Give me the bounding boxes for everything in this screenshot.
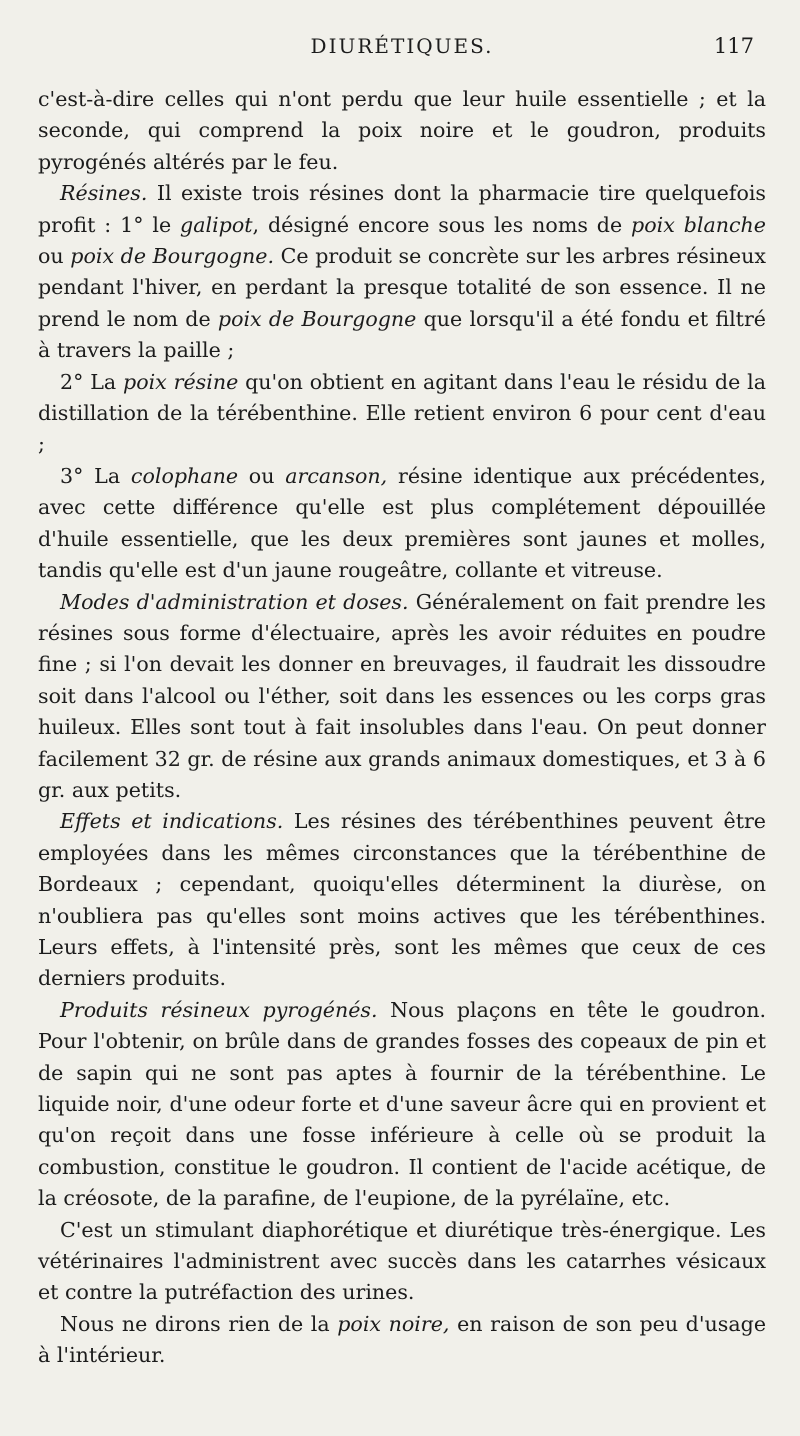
- section-lead-effets: Effets et indications.: [60, 809, 284, 834]
- body-text: [38, 84, 766, 1372]
- paragraph-colophane: 3° La colophane ou arcanson, résine identique aux précédentes, avec cette différence qu'elle est plus complétement dépouillée d'huile essentielle, que les deux premières sont jaunes et molles, tandis qu'elle est d'un jaune rougeâtre, collante et vitreuse.: [38, 463, 767, 583]
- section-lead-produits: Produits résineux pyrogénés.: [60, 997, 378, 1022]
- running-title: DIURÉTIQUES.: [310, 34, 494, 58]
- paragraph-effets: Effets et indications. Les résines des térébenthines peuvent être employées dans les mêmes circonstances que la térébenthine de Bordeaux ; cependant, quoiqu'elles déterminent la diurèse, on n'oubliera pas qu'elles sont moins actives que les térébenthines. Leurs effets, à l'intensité près, sont les mêmes que ceux de ces derniers produits.: [38, 809, 766, 991]
- section-lead-modes: Modes d'administration et doses.: [60, 589, 409, 614]
- section-lead-resines: Résines.: [60, 181, 148, 206]
- paragraph-poix-noire: Nous ne dirons rien de la poix noire, en raison de son peu d'usage à l'intérieur.: [38, 1311, 767, 1368]
- page-number: 117: [713, 34, 754, 58]
- page-header: [38, 30, 766, 70]
- paragraph-1: c'est-à-dire celles qui n'ont perdu que leur huile essentielle ; et la seconde, qui comprend la poix noire et le goudron, produits pyrogénés altérés par le feu.: [38, 87, 766, 174]
- book-page: [38, 30, 766, 1420]
- paragraph-resines: Résines. Il existe trois résines dont la pharmacie tire quelquefois profit : 1° le galipot, désigné encore sous les noms de poix blanche ou poix de Bourgogne. Ce produit se concrète sur les arbres résineux pendant l'hiver, en perdant la presque totalité de son essence. Il ne prend le nom de poix de Bourgogne que lorsqu'il a été fondu et filtré à travers la paille ;: [38, 181, 766, 363]
- paragraph-modes-administration: Modes d'administration et doses. Généralement on fait prendre les résines sous forme d'électuaire, après les avoir réduites en poudre fine ; si l'on devait les donner en breuvages, il faudrait les dissoudre soit dans l'alcool ou l'éther, soit dans les essences ou les corps gras huileux. Elles sont tout à fait insolubles dans l'eau. On peut donner facilement 32 gr. de résine aux grands animaux domestiques, et 3 à 6 gr. aux petits.: [38, 589, 766, 802]
- paragraph-stimulant: C'est un stimulant diaphorétique et diurétique très-énergique. Les vétérinaires l'administrent avec succès dans les catarrhes vésicaux et contre la putréfaction des urines.: [38, 1217, 766, 1305]
- paragraph-poix-resine: 2° La poix résine qu'on obtient en agitant dans l'eau le résidu de la distillation de la térébenthine. Elle retient environ 6 pour cent d'eau ;: [38, 369, 766, 457]
- paragraph-produits-pyrogenes: Produits résineux pyrogénés. Nous plaçons en tête le goudron. Pour l'obtenir, on brûle dans de grandes fosses des copeaux de pin et de sapin qui ne sont pas aptes à fournir de la térébenthine. Le liquide noir, d'une odeur forte et d'une saveur âcre qui en provient et qu'on reçoit dans une fosse inférieure à celle où se produit la combustion, constitue le goudron. Il contient de l'acide acétique, de la créosote, de la parafine, de l'eupione, de la pyrélaïne, etc.: [38, 997, 766, 1211]
